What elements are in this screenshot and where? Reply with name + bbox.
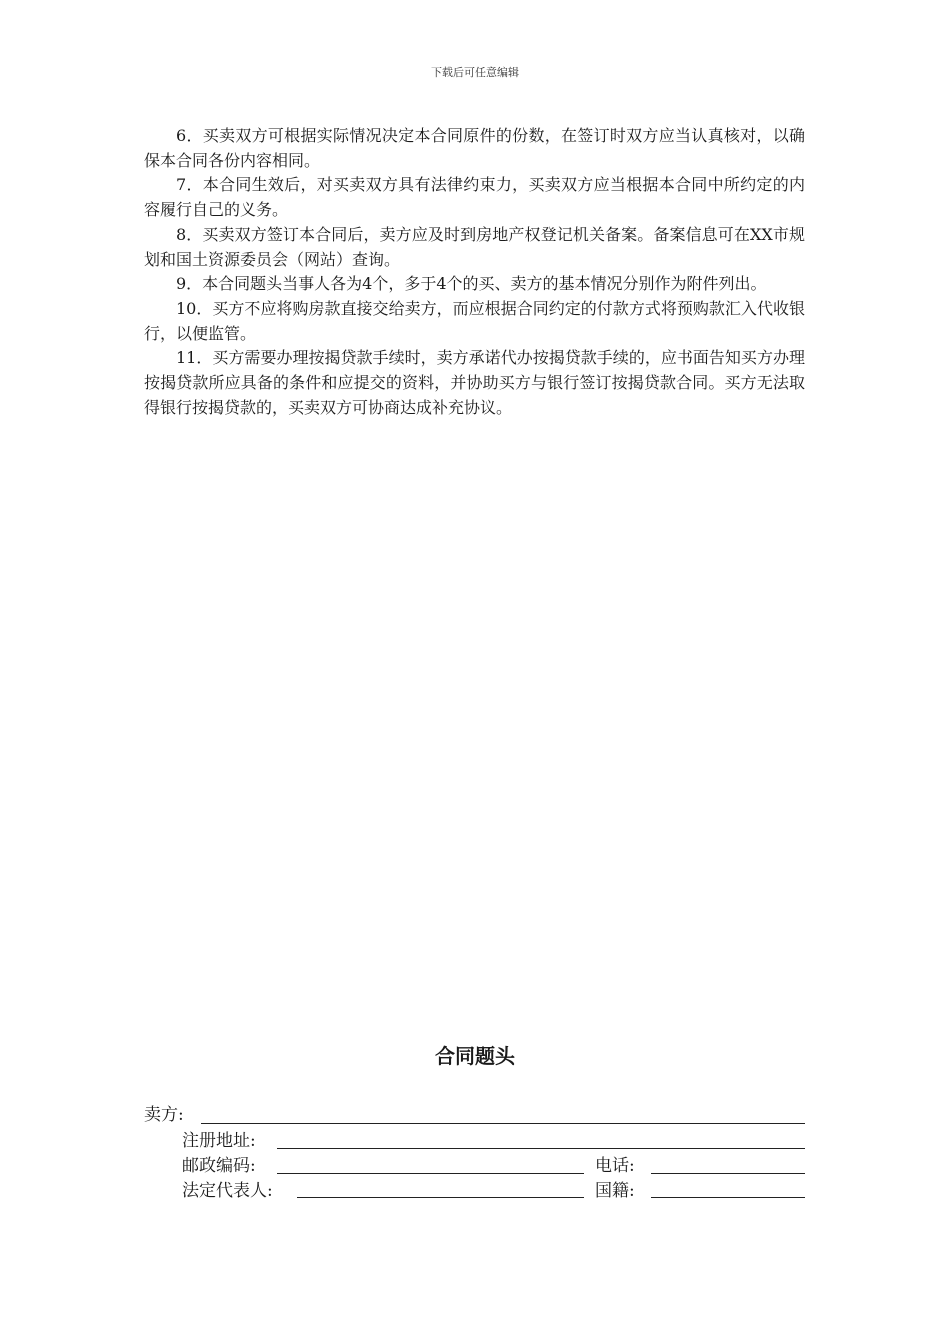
contract-clauses [144,124,805,420]
clause-9: 9．本合同题头当事人各为4个，多于4个的买、卖方的基本情况分别作为附件列出。 [176,274,767,294]
form-title: 合同题头 [435,1044,515,1068]
seller-field[interactable] [201,1123,805,1124]
phone-field[interactable] [651,1173,805,1174]
clause-10: 10．买方不应将购房款直接交给卖方，而应根据合同约定的付款方式将预购款汇入代收银行，以便监管。 [144,298,805,343]
phone-label: 电话: [595,1156,635,1176]
legal-rep-label: 法定代表人: [182,1181,273,1201]
clause-7: 7．本合同生效后，对买卖双方具有法律约束力，买卖双方应当根据本合同中所约定的内容履行自己的义务。 [144,175,805,220]
postcode-field[interactable] [277,1173,584,1174]
address-field[interactable] [277,1148,805,1149]
page-header-note: 下载后可任意编辑 [431,66,519,79]
clause-8: 8．买卖双方签订本合同后，卖方应及时到房地产权登记机关备案。备案信息可在XX市规划和国土资源委员会（网站）查询。 [144,224,805,269]
legal-rep-field[interactable] [297,1197,584,1198]
seller-label: 卖方: [144,1105,184,1125]
postcode-label: 邮政编码: [182,1156,256,1176]
nationality-label: 国籍: [595,1181,635,1201]
clause-6: 6．买卖双方可根据实际情况决定本合同原件的份数，在签订时双方应当认真核对，以确保本合同各份内容相同。 [144,126,805,170]
nationality-field[interactable] [651,1197,805,1198]
address-label: 注册地址: [182,1131,256,1151]
clause-11: 11．买方需要办理按揭贷款手续时，卖方承诺代办按揭贷款手续的，应书面告知买方办理按揭贷款所应具备的条件和应提交的资料，并协助买方与银行签订按揭贷款合同。买方无法取得银行按揭贷款的，买卖双方可协商达成补充协议。 [144,348,805,417]
